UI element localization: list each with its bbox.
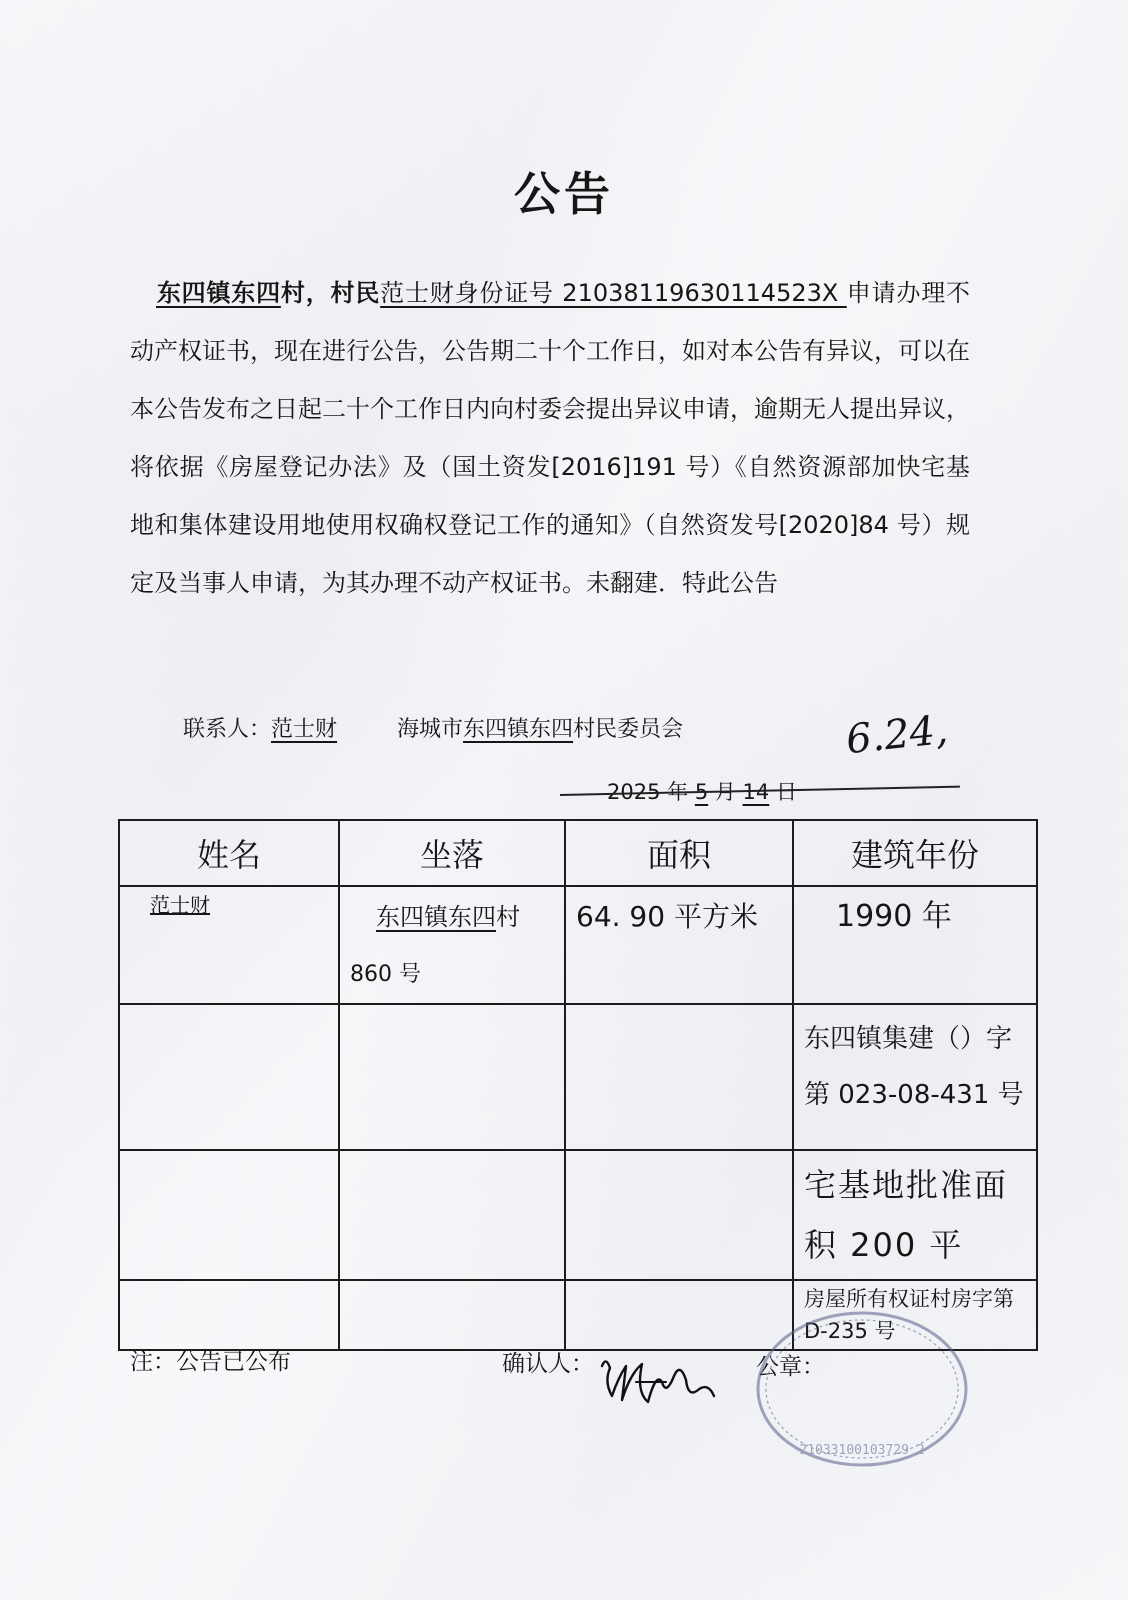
announcement-paragraph — [130, 264, 970, 612]
table-row — [119, 886, 1037, 1004]
location-text — [340, 887, 564, 1003]
org-prefix: 海城市 — [397, 717, 464, 742]
empty-cell — [339, 1280, 565, 1350]
date-day: 14 — [742, 780, 770, 804]
village-name: 东四镇东四 — [156, 279, 281, 307]
table-row — [119, 1150, 1037, 1280]
seal-label: 公章： — [756, 1354, 825, 1380]
owner-name: 范士财 — [150, 893, 210, 917]
table-header-row — [119, 820, 1037, 886]
empty-cell — [339, 1150, 565, 1280]
cell-permit-number — [793, 1004, 1037, 1150]
empty-cell — [565, 1004, 793, 1150]
org-name: 东四镇东四 — [463, 717, 574, 742]
empty-cell — [119, 1150, 339, 1280]
empty-cell — [339, 1004, 565, 1150]
applicant-id: 范士财身份证号 21038119630114523X — [380, 279, 847, 307]
header-name: 姓名 — [119, 820, 339, 886]
header-build-year: 建筑年份 — [793, 820, 1037, 886]
document-title: 公告 — [514, 167, 614, 221]
location-line2: 860 号 — [350, 962, 421, 987]
village-suffix: 村，村民 — [280, 279, 381, 307]
ownership-cert: 房屋所有权证村房字第 D-235 号 — [804, 1287, 1014, 1343]
contact-line — [183, 712, 683, 743]
cell-name — [119, 886, 339, 1004]
location-line1-suffix: 村 — [496, 903, 520, 931]
date-year: 2025 — [607, 780, 661, 804]
empty-cell — [119, 1280, 339, 1350]
table-row — [119, 1004, 1037, 1150]
footer-note: 注：公告已公布 — [130, 1349, 291, 1375]
homestead-area: 宅基地批准面积 200 平 — [804, 1166, 1009, 1264]
official-seal — [748, 1304, 976, 1474]
empty-cell — [565, 1150, 793, 1280]
empty-cell — [119, 1004, 339, 1150]
header-location: 坐落 — [339, 820, 565, 886]
property-table — [118, 819, 1038, 1351]
date-month: 5 — [694, 780, 709, 804]
date-year-char: 年 — [660, 780, 695, 804]
announcement-text: 申请办理不动产权证书，现在进行公告，公告期二十个工作日，如对本公告有异议，可以在本公告发布之日起二十个工作日内向村委会提出异议申请，逾期无人提出异议，将依据《房屋登记办法》及（国土资发[2016]191 号）《自然资源部加快宅基地和集体建设用地使用权确权登记工作的通知》（自然资发号[2020]84 号）规定及当事人申请，为其办理不动产权证书。未翻建．特此公告 — [130, 279, 971, 597]
seal-serial: 21033100103729 2 — [799, 1443, 925, 1458]
cell-build-year — [793, 886, 1037, 1004]
confirm-label: 确认人： — [502, 1351, 594, 1377]
area-value: 64. 90 平方米 — [576, 900, 758, 933]
handwritten-date-note: 6.24, — [843, 706, 950, 764]
contact-label: 联系人： — [183, 717, 272, 742]
org-suffix: 村民委员会 — [573, 717, 684, 742]
build-year-value: 1990 年 — [836, 899, 952, 934]
date-month-char: 月 — [708, 780, 743, 804]
cell-homestead-area — [793, 1150, 1037, 1280]
date-day-char: 日 — [769, 780, 797, 804]
header-area: 面积 — [565, 820, 793, 886]
permit-number: 东四镇集建（）字第 023-08-431 号 — [804, 1024, 1024, 1110]
location-line1: 东四镇东四 — [376, 903, 496, 931]
cell-location — [339, 886, 565, 1004]
contact-name: 范士财 — [271, 717, 338, 742]
cell-area — [565, 886, 793, 1004]
handwritten-signature — [596, 1352, 718, 1412]
